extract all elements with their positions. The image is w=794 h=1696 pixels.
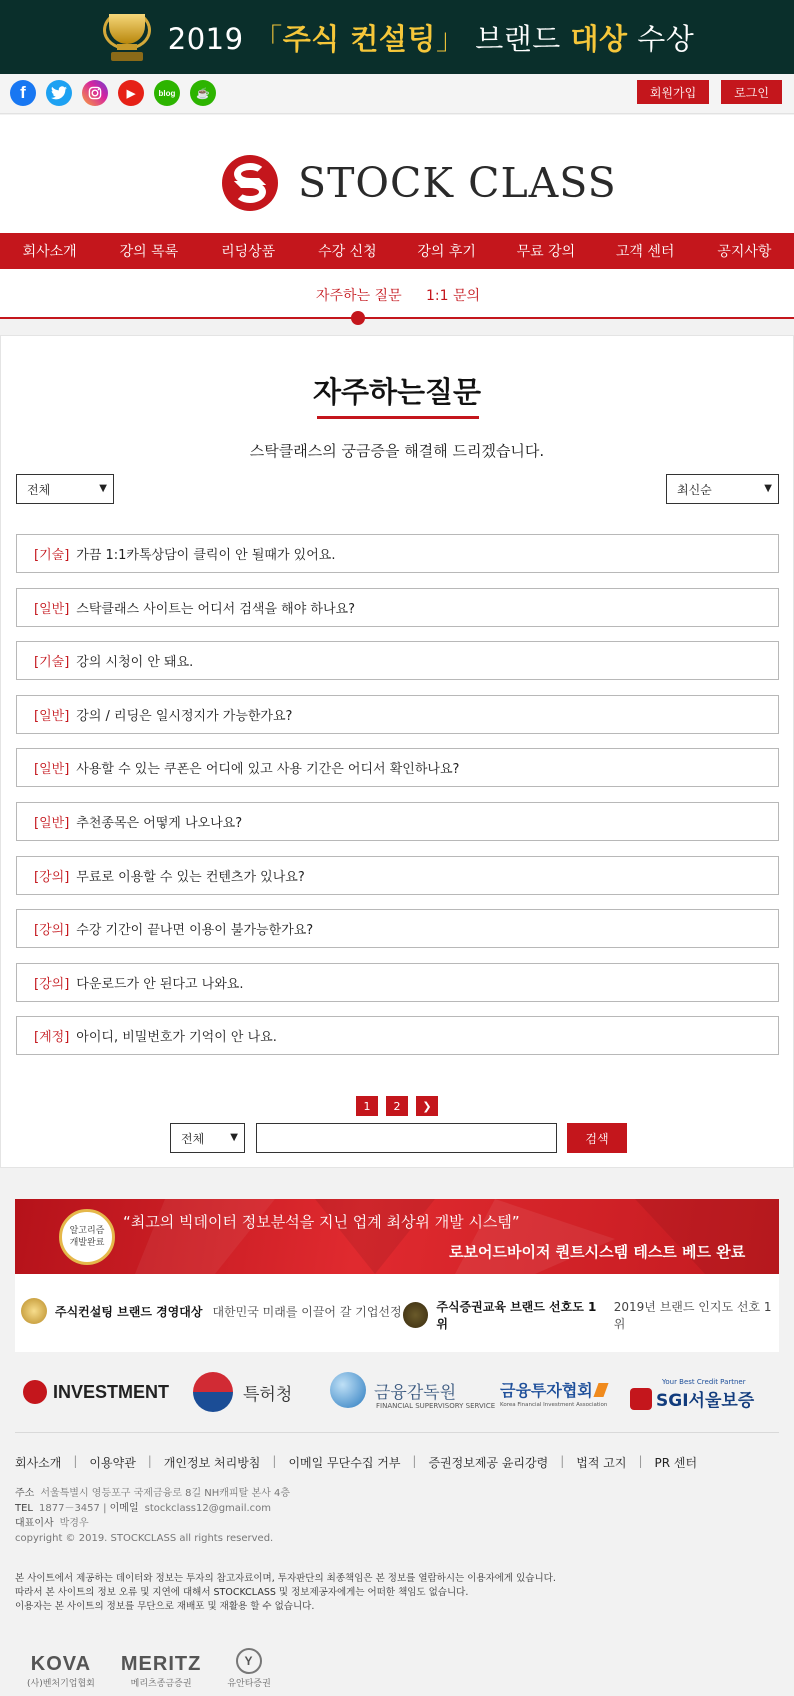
logo-area — [0, 115, 794, 233]
promo-banner[interactable] — [15, 1199, 779, 1274]
award-banner[interactable] — [0, 0, 794, 74]
faq-category: [일반] — [34, 708, 70, 724]
social-bar — [0, 74, 794, 114]
partner-logos — [0, 1352, 794, 1432]
faq-category: [기술] — [34, 655, 70, 671]
copyright: copyright © 2019. STOCKCLASS all rights reserved. — [15, 1533, 274, 1544]
award-banner-text: 2019 「주식 컨설팅」 브랜드 대상 수상 — [167, 21, 695, 56]
award-item — [21, 1298, 402, 1324]
faq-category: [강의] — [34, 976, 70, 992]
footer-link-legal[interactable]: 법적 고지 — [576, 1456, 627, 1470]
faq-item[interactable] — [16, 534, 779, 573]
faq-category: [강의] — [34, 869, 70, 885]
award-item — [403, 1298, 779, 1332]
nav-item-enroll[interactable]: 수강 신청 — [318, 244, 377, 260]
category-select[interactable] — [16, 474, 114, 504]
faq-category: [일반] — [34, 762, 70, 778]
faq-category: [강의] — [34, 923, 70, 939]
chevron-down-icon: ▼ — [99, 483, 107, 494]
partner-patent-office[interactable] — [193, 1372, 292, 1412]
faq-item[interactable] — [16, 641, 779, 680]
page-1-button[interactable]: 1 — [356, 1096, 378, 1116]
faq-question: 아이디, 비밀번호가 기억이 안 나요. — [76, 1030, 277, 1046]
nav-item-about[interactable]: 회사소개 — [22, 244, 77, 260]
faq-question: 다운로드가 안 된다고 나와요. — [76, 976, 244, 992]
sub-nav — [0, 269, 794, 319]
fss-english-name: FINANCIAL SUPERVISORY SERVICE — [376, 1402, 496, 1410]
nav-item-reviews[interactable]: 강의 후기 — [417, 244, 476, 260]
faq-category: [일반] — [34, 601, 70, 617]
award-desc: 대한민국 미래를 이끌어 갈 기업선정 — [212, 1304, 402, 1319]
footer-divider — [15, 1432, 779, 1433]
trophy-icon — [100, 10, 154, 64]
promo-quote: “최고의 빅데이터 정보분석을 지닌 업계 최상위 개발 시스템” — [123, 1213, 520, 1231]
stock-class-logo-icon — [222, 155, 278, 211]
partner-kofia[interactable] — [500, 1378, 606, 1401]
taegeuk-icon — [193, 1372, 233, 1412]
faq-question: 무료로 이용할 수 있는 컨텐츠가 있나요? — [76, 869, 305, 885]
logo-text: STOCK CLASS — [298, 159, 617, 207]
faq-question: 추천종목은 어떻게 나오나요? — [76, 815, 243, 831]
partner-label: 금융감독원 — [374, 1382, 457, 1403]
search-input[interactable] — [256, 1123, 557, 1153]
faq-question: 강의 시청이 안 돼요. — [76, 655, 194, 671]
footer-link-terms[interactable]: 이용약관 — [89, 1456, 136, 1470]
search-scope-select[interactable] — [170, 1123, 245, 1153]
sort-select[interactable] — [666, 474, 779, 504]
awards-strip — [15, 1274, 779, 1352]
page-2-button[interactable]: 2 — [386, 1096, 408, 1116]
faq-question: 스탁클래스 사이트는 어디서 검색을 해야 하나요? — [76, 601, 355, 617]
partner-investment[interactable] — [23, 1380, 169, 1404]
nav-item-support[interactable]: 고객 센터 — [615, 244, 675, 260]
faq-item[interactable] — [16, 695, 779, 734]
footer-link-pr[interactable]: PR 센터 — [654, 1456, 698, 1470]
search-scope-value: 전체 — [181, 1131, 205, 1146]
youtube-icon[interactable]: ▶ — [118, 80, 144, 106]
page-subtitle: 스탁클래스의 궁금증을 해결해 드리겠습니다. — [249, 442, 545, 460]
category-select-value: 전체 — [27, 482, 51, 497]
meritz-logo: MERITZ 메리츠종금증권 — [120, 1653, 202, 1689]
nav-item-courses[interactable]: 강의 목록 — [119, 244, 179, 260]
faq-item[interactable] — [16, 856, 779, 895]
tab-faq[interactable]: 자주하는 질문 — [316, 288, 402, 304]
footer-link-privacy[interactable]: 개인정보 처리방침 — [163, 1456, 261, 1470]
disclaimer: 본 사이트에서 제공하는 데이터와 정보는 투자의 참고자료이며, 투자판단의 최종책임은 본 정보를 열람하시는 이용자에게 있습니다. 따라서 본 사이트의 정보 오류 및 지연에 대해서 STOCKCLASS 및 정보제공자에게는 어떠한 책임도 없습니다. 이용자는 본 사이트의 정보를 무단으로 재배포 및 재활용 할 수 없습니다. — [15, 1573, 556, 1612]
investment-logo-icon — [23, 1380, 47, 1404]
faq-content — [0, 335, 794, 1168]
chevron-down-icon: ▼ — [764, 483, 772, 494]
faq-item[interactable] — [16, 588, 779, 627]
page-title: 자주하는질문 — [312, 375, 482, 409]
algorithm-badge — [59, 1209, 115, 1265]
tab-inquiry[interactable]: 1:1 문의 — [426, 288, 481, 304]
award-title: 주식증권교육 브랜드 선호도 1위 — [436, 1300, 597, 1331]
faq-question: 가끔 1:1카톡상담이 클릭이 안 될때가 있어요. — [76, 548, 336, 563]
partner-label: INVESTMENT — [53, 1381, 170, 1402]
faq-item[interactable] — [16, 748, 779, 787]
kova-logo: KOVA (사)벤처기업협회 — [27, 1653, 95, 1689]
partner-label: SGI서울보증 — [656, 1391, 755, 1411]
footer-links: 회사소개 | 이용약관 | 개인정보 처리방침 | 이메일 무단수집 거부 | 증권정보제공 윤리강령 | 법적 고지 | PR 센터 — [15, 1454, 698, 1470]
site-logo[interactable] — [222, 155, 617, 211]
sgi-logo-icon — [630, 1388, 652, 1410]
faq-category: [일반] — [34, 815, 70, 831]
blog-icon[interactable]: blog — [154, 80, 180, 106]
faq-item[interactable] — [16, 1016, 779, 1055]
instagram-icon[interactable] — [82, 80, 108, 106]
yuanta-logo: Y 유안타증권 — [227, 1648, 270, 1689]
nav-item-leading[interactable]: 리딩상품 — [221, 244, 276, 260]
signup-button[interactable]: 회원가입 — [637, 80, 709, 104]
promo-main-text: 로보어드바이저 퀀트시스템 테스트 베드 완료 — [449, 1243, 746, 1261]
chevron-down-icon: ▼ — [230, 1132, 238, 1143]
faq-list — [16, 534, 779, 1070]
footer-link-ethics[interactable]: 증권정보제공 윤리강령 — [428, 1456, 549, 1470]
twitter-icon[interactable] — [46, 80, 72, 106]
footer-link-about[interactable]: 회사소개 — [15, 1456, 62, 1470]
medal-icon — [403, 1302, 428, 1328]
sgi-tagline: Your Best Credit Partner — [662, 1378, 746, 1386]
faq-category: [계정] — [34, 1030, 70, 1046]
main-nav — [0, 233, 794, 269]
pagination — [356, 1096, 438, 1116]
faq-category: [기술] — [34, 548, 70, 563]
award-desc: 2019년 브랜드 인지도 선호 1위 — [613, 1300, 772, 1331]
award-title: 주식컨설팅 브랜드 경영대상 — [55, 1304, 203, 1319]
partner-label: 특허청 — [243, 1384, 293, 1405]
company-info: 주소 서울특별시 영등포구 국제금융로 8길 NH캐피탈 본사 4층 TEL 1877－3457 | 이메일 stockclass12@gmail.com 대표이사 박경우 copyright © 2019. STOCKCLASS all rights reserved. — [15, 1488, 290, 1544]
faq-item[interactable] — [16, 802, 779, 841]
next-page-icon[interactable]: ❯ — [416, 1096, 438, 1116]
faq-item[interactable] — [16, 909, 779, 948]
faq-item[interactable] — [16, 963, 779, 1002]
medal-icon — [21, 1298, 47, 1324]
footer-logos — [27, 1648, 271, 1689]
nav-item-free-lectures[interactable]: 무료 강의 — [516, 244, 576, 260]
active-tab-indicator — [351, 311, 365, 325]
login-button[interactable]: 로그인 — [721, 80, 782, 104]
kofia-english-name: Korea Financial Investment Association — [500, 1402, 608, 1408]
faq-question: 수강 기간이 끝나면 이용이 불가능한가요? — [76, 923, 314, 939]
faq-question: 강의 / 리딩은 일시정지가 가능한가요? — [76, 708, 293, 724]
badge-text: 알고리즘 개발완료 — [69, 1226, 105, 1248]
title-underline — [317, 416, 479, 419]
faq-question: 사용할 수 있는 쿠폰은 어디에 있고 사용 기간은 어디서 확인하나요? — [76, 762, 460, 778]
nav-item-notice[interactable]: 공지사항 — [717, 244, 772, 260]
partner-label: 금융투자협회 — [500, 1381, 593, 1400]
kofia-logo-icon — [593, 1383, 608, 1397]
fss-logo-icon — [330, 1372, 366, 1408]
partner-sgi[interactable] — [630, 1386, 754, 1411]
search-button[interactable]: 검색 — [567, 1123, 627, 1153]
cafe-icon[interactable]: ☕ — [190, 80, 216, 106]
facebook-icon[interactable]: f — [10, 80, 36, 106]
footer-link-email-policy[interactable]: 이메일 무단수집 거부 — [288, 1456, 401, 1470]
sort-select-value: 최신순 — [677, 482, 712, 497]
